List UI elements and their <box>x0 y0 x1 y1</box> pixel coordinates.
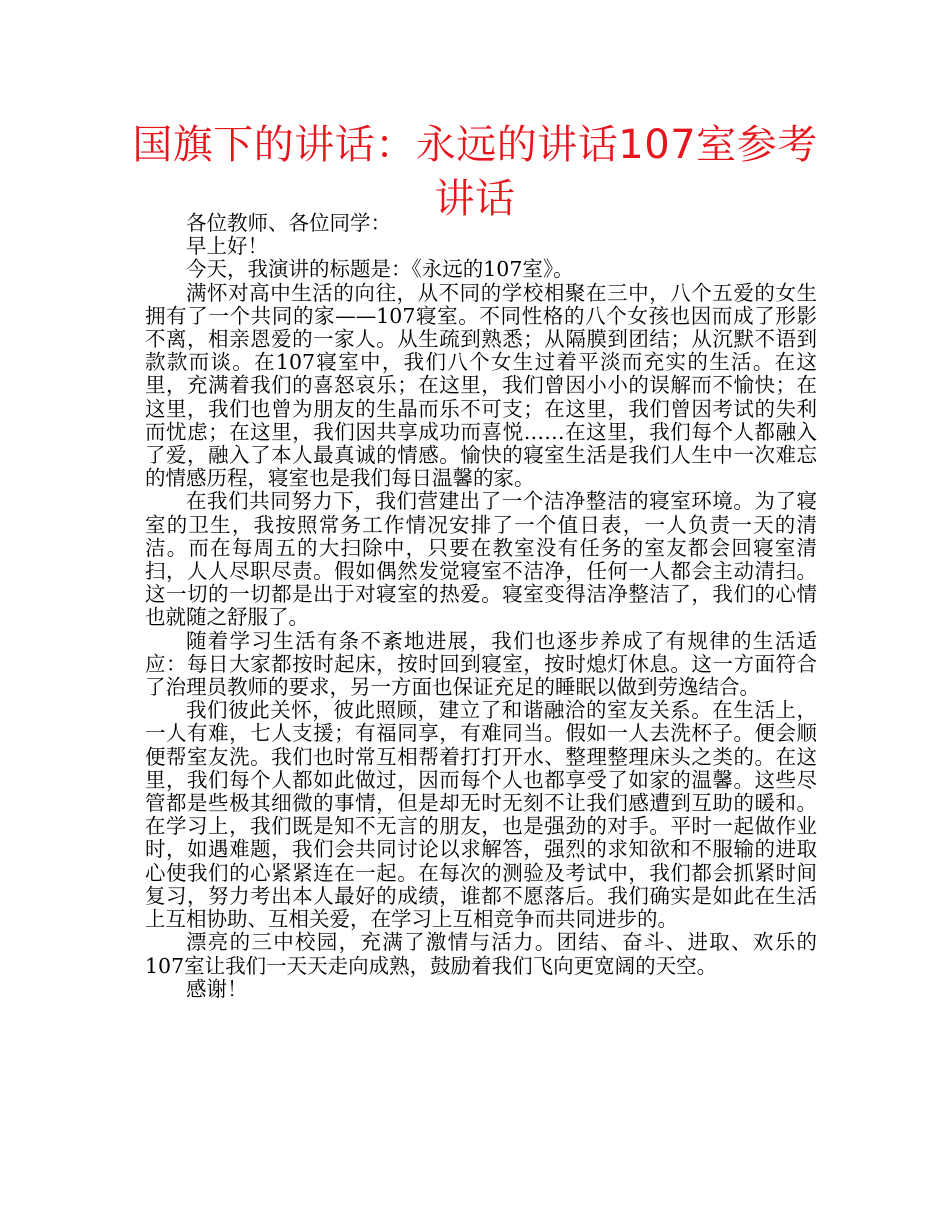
document-body <box>145 212 817 1001</box>
body-paragraph: 在我们共同努力下，我们营建出了一个洁净整洁的寝室环境。为了寝室的卫生，我按照常务工作情况安排了一个值日表，一人负责一天的清洁。而在每周五的大扫除中，只要在教室没有任务的室友都会回寝室清扫，人人尽职尽责。假如偶然发觉寝室不洁净，任何一人都会主动清扫。这一切的一切都是出于对寝室的热爱。寝室变得洁净整洁了，我们的心情也就随之舒服了。 <box>145 489 817 630</box>
closing: 感谢！ <box>186 976 248 1001</box>
greeting: 早上好！ <box>186 234 268 259</box>
body-paragraph: 漂亮的三中校园，充满了激情与活力。团结、奋斗、进取、欢乐的107室让我们一天天走向成熟，鼓励着我们飞向更宽阔的天空。 <box>145 930 817 978</box>
salutation: 各位教师、各位同学： <box>186 211 391 235</box>
body-paragraph: 我们彼此关怀，彼此照顾，建立了和谐融洽的室友关系。在生活上，一人有难，七人支援；有福同享，有难同当。假如一人去洗杯子。便会顺便帮室友洗。我们也时常互相帮着打打开水、整理整理床头之类的。在这里，我们每个人都如此做过，因而每个人也都享受了如家的温馨。这些尽管都是些极其细微的事情，但是却无时无刻不让我们感遭到互助的暖和。在学习上，我们既是知不无言的朋友，也是强劲的对手。平时一起做作业时，如遇难题，我们会共同讨论以求解答，强烈的求知欲和不服输的进取心使我们的心紧紧连在一起。在每次的测验及考试中，我们都会抓紧时间复习，努力考出本人最好的成绩，谁都不愿落后。我们确实是如此在生活上互相协助、互相关爱，在学习上互相竞争而共同进步的。 <box>145 698 817 932</box>
body-paragraph: 满怀对高中生活的向往，从不同的学校相聚在三中，八个五爱的女生拥有了一个共同的家——107寝室。不同性格的八个女孩也因而成了形影不离，相亲恩爱的一家人。从生疏到熟悉；从隔膜到团结；从沉默不语到款款而谈。在107寝室中，我们八个女生过着平淡而充实的生活。在这里，充满着我们的喜怒哀乐；在这里，我们曾因小小的误解而不愉快；在这里，我们也曾为朋友的生晶而乐不可支；在这里，我们曾因考试的失利而忧虑；在这里，我们因共享成功而喜悦……在这里，我们每个人都融入了爱，融入了本人最真诚的情感。愉快的寝室生活是我们人生中一次难忘的情感历程，寝室也是我们每日温馨的家。 <box>145 280 817 491</box>
speech-topic: 今天，我演讲的标题是：《永远的107室》。 <box>186 257 574 282</box>
body-paragraph: 随着学习生活有条不紊地进展，我们也逐步养成了有规律的生活适应：每日大家都按时起床，按时回到寝室，按时熄灯休息。这一方面符合了治理员教师的要求，另一方面也保证充足的睡眠以做到劳逸结合。 <box>145 628 817 700</box>
document-title: 国旗下的讲话：永远的讲话107室参考讲话 <box>132 122 818 222</box>
